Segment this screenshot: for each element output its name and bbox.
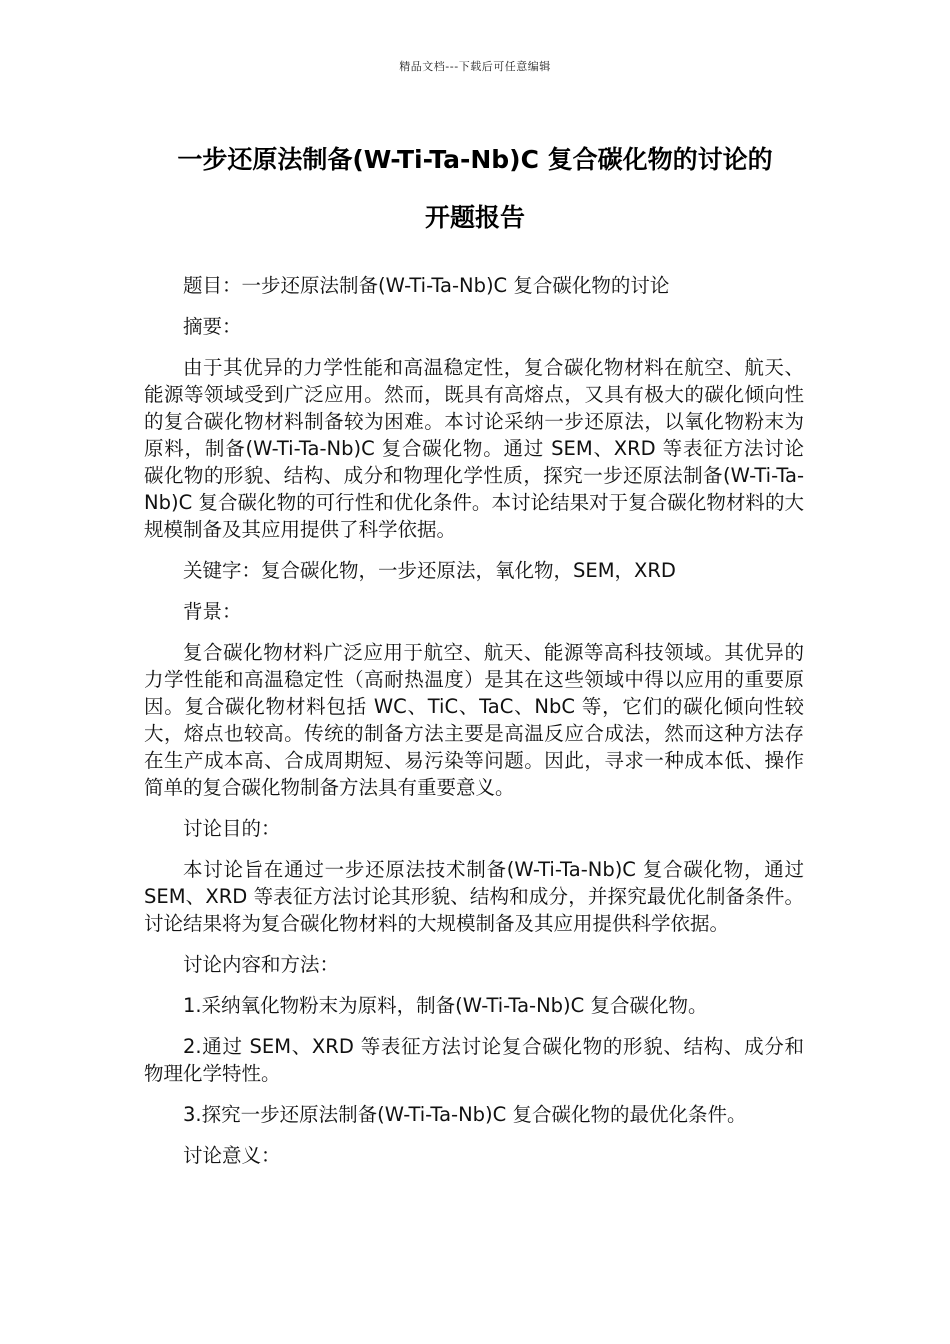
topic-paragraph: 题目：一步还原法制备(W-Ti-Ta-Nb)C 复合碳化物的讨论 [183,274,670,297]
document-title-line-2: 开题报告 [424,203,525,232]
significance-heading: 讨论意义： [183,1144,281,1167]
purpose-heading: 讨论目的： [183,817,281,840]
abstract-paragraph: 由于其优异的力学性能和高温稳定性，复合碳化物材料在航空、航天、能源等领域受到广泛应用。然而，既具有高熔点，又具有极大的碳化倾向性的复合碳化物材料制备较为困难。本讨论采纳一步还原法，以氧化物粉末为原料，制备(W-Ti-Ta-Nb)C 复合碳化物。通过 SEM、XRD 等表征方法讨论碳化物的形貌、结构、成分和物理化学性质，探究一步还原法制备(W-Ti-Ta-Nb)C 复合碳化物的可行性和优化条件。本讨论结果对于复合碳化物材料的大规模制备及其应用提供了科学依据。 [144,356,804,541]
keywords-paragraph: 关键字：复合碳化物，一步还原法，氧化物，SEM，XRD [183,559,676,582]
methods-heading: 讨论内容和方法： [183,953,340,976]
background-heading: 背景： [183,600,242,623]
document-body [144,272,804,1169]
background-paragraph: 复合碳化物材料广泛应用于航空、航天、能源等高科技领域。其优异的力学性能和高温稳定性（高耐热温度）是其在这些领域中得以应用的重要原因。复合碳化物材料包括 WC、TiC、TaC、NbC 等，它们的碳化倾向性较大，熔点也较高。传统的制备方法主要是高温反应合成法，然而这种方法存在生产成本高、合成周期短、易污染等问题。因此，寻求一种成本低、操作简单的复合碳化物制备方法具有重要意义。 [144,641,804,799]
methods-item: 2.通过 SEM、XRD 等表征方法讨论复合碳化物的形貌、结构、成分和物理化学特性。 [144,1035,804,1085]
methods-item: 1.采纳氧化物粉末为原料，制备(W-Ti-Ta-Nb)C 复合碳化物。 [183,994,708,1017]
abstract-heading: 摘要： [183,315,242,338]
page-header: 精品文档---下载后可任意编辑 [399,60,551,73]
document-title-line-1: 一步还原法制备(W-Ti-Ta-Nb)C 复合碳化物的讨论的 [177,145,773,174]
methods-item: 3.探究一步还原法制备(W-Ti-Ta-Nb)C 复合碳化物的最优化条件。 [183,1103,747,1126]
purpose-paragraph: 本讨论旨在通过一步还原法技术制备(W-Ti-Ta-Nb)C 复合碳化物，通过 SEM、XRD 等表征方法讨论其形貌、结构和成分，并探究最优化制备条件。讨论结果将为复合碳化物材料的大规模制备及其应用提供科学依据。 [144,858,804,935]
